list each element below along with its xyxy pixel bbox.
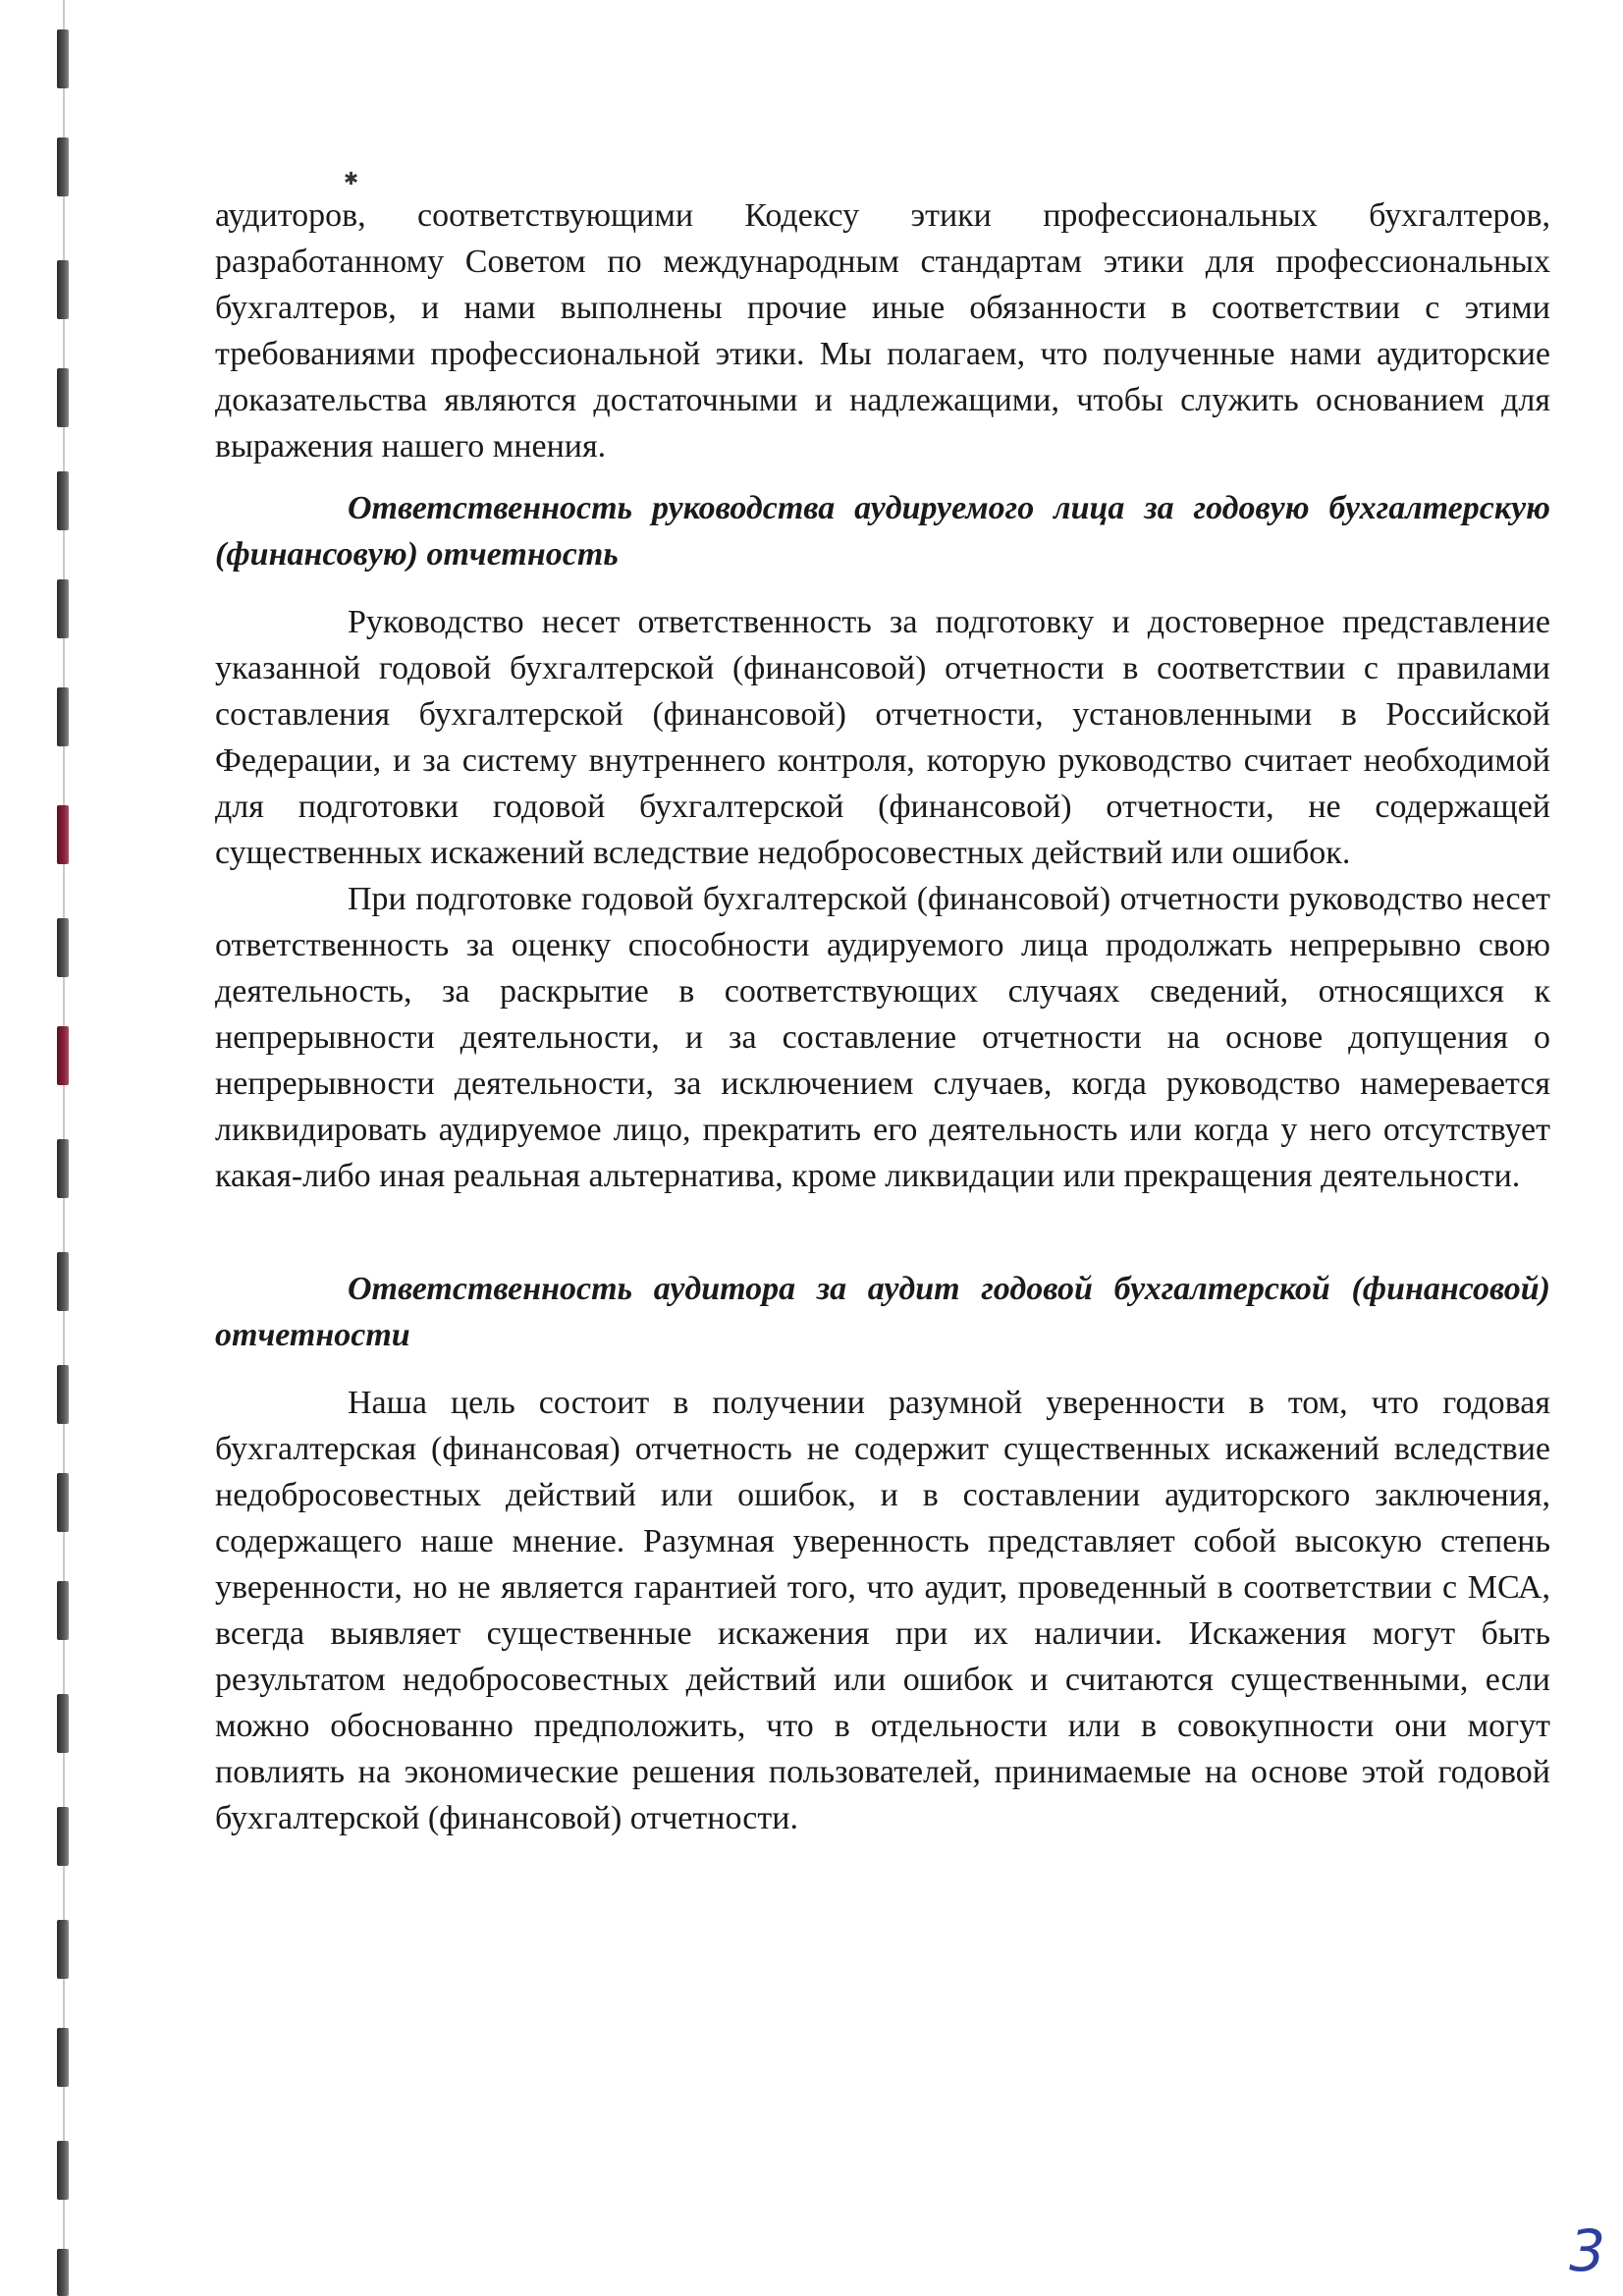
management-paragraph-2: При подготовке годовой бухгалтерской (финансовой) отчетности руководство несет ответственность за оценку способности аудируемого лица продолжать непрерывно свою деятельность, за раскрытие в соответствующих случаях сведений, относящихся к непрерывности деятельности, и за составление отчетности на основе допущения о непрерывности деятельности, за исключением случаев, когда руководство намеревается ликвидировать аудируемое лицо, прекратить его деятельность или когда у него отсутствует какая-либо иная реальная альтернатива, кроме ликвидации или прекращения деятельности. <box>215 881 1550 1194</box>
binding-mark <box>57 1807 69 1866</box>
binding-mark <box>57 1920 69 1979</box>
binding-mark <box>57 579 69 638</box>
binding-mark <box>57 1026 69 1085</box>
auditor-paragraph-1: Наша цель состоит в получении разумной уверенности в том, что годовая бухгалтерская (финансовая) отчетность не содержит существенных искажений вследствие недобросовестных действий или ошибок, и в составлении аудиторского заключения, содержащего наше мнение. Разумная уверенность представляет собой высокую степень уверенности, но не является гарантией того, что аудит, проведенный в соответствии с МСА, всегда выявляет существенные искажения при их наличии. Искажения могут быть результатом недобросовестных действий или ошибок и считаются существенными, если можно обоснованно предположить, что в отдельности или в совокупности они могут повлиять на экономические решения пользователей, принимаемые на основе этой годовой бухгалтерской (финансовой) отчетности. <box>215 1385 1550 1836</box>
binding-mark <box>57 471 69 530</box>
intro-paragraph: аудиторов, соответствующими Кодексу этики профессиональных бухгалтеров, разработанному Советом по международным стандартам этики для профессиональных бухгалтеров, и нами выполнены прочие иные обязанности в соответствии с этими требованиями профессиональной этики. Мы полагаем, что полученные нами аудиторские доказательства являются достаточными и надлежащими, чтобы служить основанием для выражения нашего мнения. <box>215 197 1550 465</box>
management-paragraph-1: Руководство несет ответственность за подготовку и достоверное представление указанной годовой бухгалтерской (финансовой) отчетности в соответствии с правилами составления бухгалтерской (финансовой) отчетности, установленными в Российской Федерации, и за систему внутреннего контроля, которую руководство считает необходимой для подготовки годовой бухгалтерской (финансовой) отчетности, не содержащей существенных искажений вследствие недобросовестных действий или ошибок. <box>215 604 1550 871</box>
binding-mark <box>57 918 69 977</box>
binding-mark <box>57 137 69 196</box>
binding-mark <box>57 1365 69 1424</box>
binding-mark <box>57 1473 69 1532</box>
binding-mark <box>57 2028 69 2087</box>
binding-mark <box>57 1139 69 1198</box>
auditor-responsibility-heading: Ответственность аудитора за аудит годовой бухгалтерской (финансовой) отчетности <box>215 1271 1550 1353</box>
binding-strip <box>43 0 82 2296</box>
page-number: 3 <box>1569 2217 1605 2284</box>
binding-mark <box>57 2141 69 2200</box>
scan-speck: ✱ <box>344 169 359 189</box>
binding-mark <box>57 687 69 746</box>
binding-mark <box>57 1581 69 1640</box>
binding-mark <box>57 2249 69 2296</box>
binding-mark <box>57 260 69 319</box>
binding-mark <box>57 29 69 88</box>
binding-mark <box>57 1252 69 1311</box>
binding-mark <box>57 1694 69 1753</box>
document-body <box>215 192 1550 1841</box>
binding-mark <box>57 805 69 864</box>
management-responsibility-heading: Ответственность руководства аудируемого лица за годовую бухгалтерскую (финансовую) отчетность <box>215 490 1550 573</box>
binding-mark <box>57 368 69 427</box>
